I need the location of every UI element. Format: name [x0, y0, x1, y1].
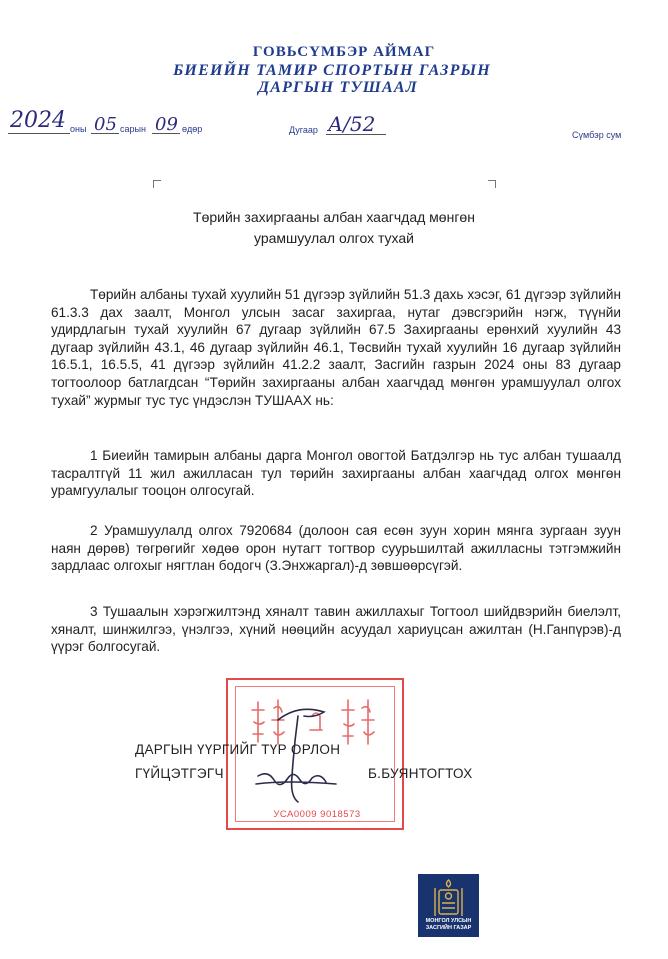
day-underline [152, 133, 180, 134]
date-year: 2024 [10, 108, 66, 133]
month-underline [91, 133, 119, 134]
date-year-label: оны [70, 124, 87, 134]
header-aimag: ГОВЬСҮМБЭР АЙМАГ [252, 44, 436, 60]
order-number: А/52 [328, 112, 376, 136]
year-underline [8, 133, 70, 134]
corner-mark-left [153, 180, 161, 188]
corner-mark-right [488, 180, 496, 188]
date-day-label: өдөр [182, 124, 203, 134]
soyombo-emblem-icon [418, 876, 479, 920]
stamp-number: УСА0009 9018573 [273, 809, 361, 820]
header-order-type: ДАРГЫН ТУШААЛ [258, 79, 418, 96]
order-number-label: Дугаар [289, 125, 318, 135]
order-item-2: 2 Урамшуулалд олгох 7920684 (долоон сая есөн зуун хорин мянга зургаан зуун наян дөрөв) төгрөгийг хөдөө орон нутагт тогтвор суурьшилтай ажилласны тэтгэмжийн зардлаас олгохыг нягтлан бодогч (З.Энхжаргал)-д зөвшөөрсүгэй. [51, 523, 621, 574]
document-title-line1: Төрийн захиргааны албан хаагчдад мөнгөн [193, 209, 475, 225]
logo-text-line1: МОНГОЛ УЛСЫН [425, 918, 472, 924]
signatory-name: Б.БУЯНТОГТОХ [368, 766, 473, 781]
document-title-line2: урамшуулал олгох тухай [254, 230, 414, 246]
logo-text-line2: ЗАСГИЙН ГАЗАР [425, 925, 472, 931]
signature-title-line1: ДАРГЫН ҮҮРГИЙГ ТҮР ОРЛОН [135, 742, 341, 757]
number-underline [326, 134, 386, 135]
header-organization: БИЕИЙН ТАМИР СПОРТЫН ГАЗРЫН [173, 62, 491, 79]
date-month-label: сарын [120, 124, 146, 134]
order-item-3: 3 Тушаалын хэрэгжилтэнд хяналт тавин ажиллахыг Тогтоол шийдвэрийн биелэлт, хяналт, шинжилгээ, үнэлгээ, хүний нөөцийн асуудал хариуцсан ажилтан (Н.Ганпүрэв)-д үүрэг болгосугай. [51, 604, 621, 655]
date-month: 05 [94, 114, 117, 135]
preamble-paragraph: Төрийн албаны тухай хуулийн 51 дүгээр зүйлийн 51.3 дахь хэсэг, 61 дүгээр зүйлийн 61.3.3 дах заалт, Монгол улсын засаг захиргаа, нутаг дэвсгэрийн нэгж, түүнйи удирдлагын тухай хуулийн 67 дугаар зүйлийн 67.5 Захиргааны ерөнхий хуулийн 43 дугаар зүйлийн 43.1, 46 дугаар зүйлийн 46.1, Төсвийн тухай хуулийн 16 дугаар зүйлийн 16.5.1, 16.5.5, 41 дүгээр зүйлийн 41.2.2 заалт, Засгийн газрын 2024 оны 83 дугаар тогтоолоор батлагдсан “Төрийн захиргааны албан хаагчдад мөнгөн урамшуулал олгох тухай” журмыг тус тус үндэслэн ТУШААХ нь: [51, 287, 621, 408]
date-day: 09 [155, 114, 178, 135]
place-name: Сүмбэр сум [572, 130, 622, 140]
signature-title-line2: ГҮЙЦЭТГЭГЧ [135, 766, 224, 781]
government-logo [418, 874, 479, 937]
order-item-1: 1 Биеийн тамирын албаны дарга Монгол овогтой Батдэлгэр нь тус албан тушаалд тасралтгүй 11 жил ажилласан тул төрийн захиргааны албан хаагчдад олгох мөнгөн урамгуулалыг тооцон олгосугай. [51, 448, 621, 499]
